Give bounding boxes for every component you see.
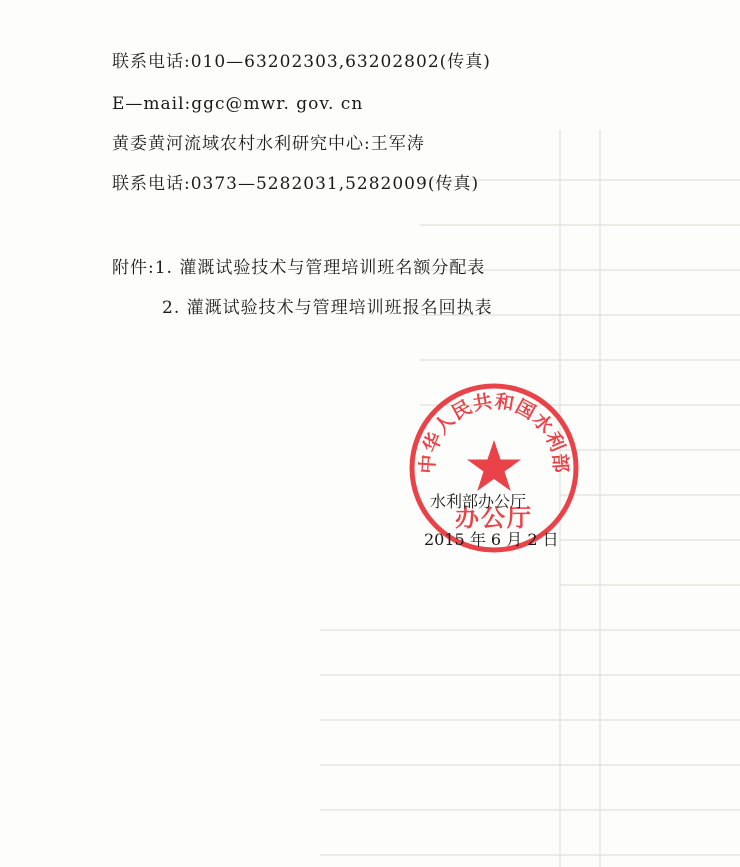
seal-star-icon	[467, 440, 521, 491]
contact-email: E—mail:ggc@mwr. gov. cn	[112, 94, 364, 114]
contact-phone-1: 联系电话:010—63202303,63202802(传真)	[112, 52, 491, 72]
svg-text:办公厅: 办公厅	[455, 504, 533, 532]
date-day: 2	[527, 530, 538, 549]
contact-phone-2: 联系电话:0373—5282031,5282009(传真)	[112, 174, 480, 194]
svg-text:中华人民共和国水利部: 中华人民共和国水利部	[416, 390, 572, 475]
contact-organization: 黄委黄河流域农村水利研究中心:王军涛	[112, 134, 425, 154]
issuing-office: 水利部办公厅	[430, 492, 527, 511]
attachment-2: 2. 灌溉试验技术与管理培训班报名回执表	[162, 298, 493, 318]
issue-date	[424, 529, 559, 551]
date-month-unit: 月	[506, 530, 523, 549]
date-month: 6	[490, 530, 502, 549]
date-year-unit: 年	[469, 530, 486, 549]
date-year: 2015	[424, 530, 465, 549]
attachment-1: 附件:1. 灌溉试验技术与管理培训班名额分配表	[112, 258, 486, 278]
date-day-unit: 日	[542, 530, 559, 549]
